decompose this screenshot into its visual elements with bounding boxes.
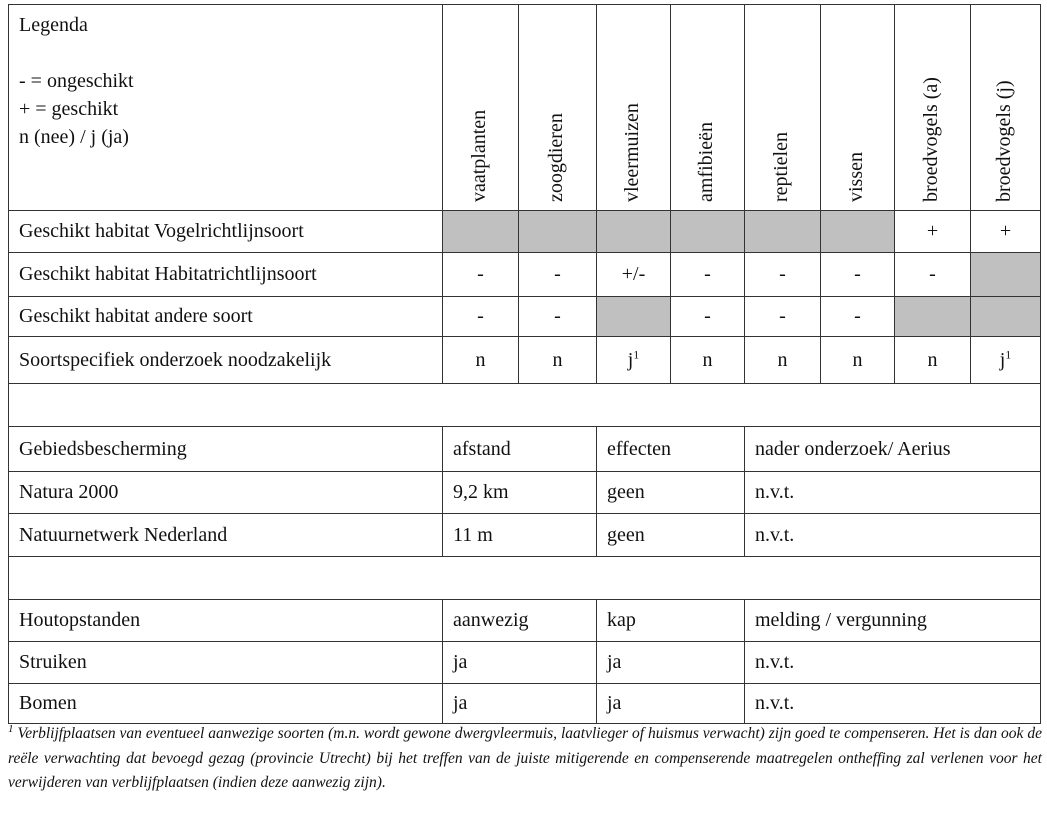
cell-text: Geschikt habitat andere soort	[19, 305, 253, 327]
legend-geschikt: + = geschikt	[19, 98, 119, 120]
cell-text: -	[704, 263, 711, 285]
value-cell	[895, 337, 971, 384]
houtopstanden-rows	[9, 600, 1041, 724]
footnote-ref: 1	[1005, 346, 1012, 361]
cell	[745, 427, 1041, 472]
shaded-cell	[745, 211, 821, 253]
value-cell	[671, 297, 745, 337]
cell-text: +/-	[621, 263, 646, 285]
cell	[597, 684, 745, 724]
shaded-cell	[519, 211, 597, 253]
cell-text: n	[702, 348, 713, 371]
cell-text: Natura 2000	[19, 481, 119, 503]
cell-text: geen	[607, 481, 645, 503]
value-cell	[821, 297, 895, 337]
cell-text: n.v.t.	[755, 481, 795, 503]
cell	[745, 600, 1041, 642]
cell-text: Geschikt habitat Habitatrichtlijnsoort	[19, 263, 317, 285]
value-cell	[519, 337, 597, 384]
value-cell	[895, 253, 971, 297]
cell-text: -	[477, 263, 484, 285]
section-row	[9, 684, 1041, 724]
row-label	[9, 684, 443, 724]
cell	[597, 472, 745, 514]
cell-text: -	[477, 305, 484, 327]
row-label	[9, 514, 443, 557]
cell	[443, 514, 597, 557]
shaded-cell	[443, 211, 519, 253]
legend-cell	[9, 5, 443, 211]
cell-text: -	[854, 305, 861, 327]
value-cell	[519, 297, 597, 337]
footnote-mark: 1	[8, 722, 14, 735]
cell-text: melding / vergunning	[755, 609, 927, 631]
shaded-cell	[895, 297, 971, 337]
shaded-cell	[821, 211, 895, 253]
value-cell	[519, 253, 597, 297]
spacer-row	[9, 384, 1041, 427]
cell-text: 9,2 km	[453, 481, 509, 503]
cell-text: -	[929, 263, 936, 285]
shaded-cell	[671, 211, 745, 253]
cell-text: +	[926, 220, 939, 242]
section-header-row	[9, 427, 1041, 472]
cell-text: n.v.t.	[755, 523, 795, 546]
cell-text: j	[627, 348, 634, 371]
cell-text: Geschikt habitat Vogelrichtlijnsoort	[19, 220, 304, 242]
section-row	[9, 514, 1041, 557]
col-header-broedvogels-a: broedvogels (a)	[895, 5, 971, 211]
cell-text: -	[554, 305, 561, 327]
habitat-row	[9, 253, 1041, 297]
cell	[745, 514, 1041, 557]
cell-text: Natuurnetwerk Nederland	[19, 523, 228, 546]
row-label	[9, 472, 443, 514]
row-label	[9, 211, 443, 253]
value-cell	[443, 253, 519, 297]
gebiedsbescherming-rows	[9, 427, 1041, 557]
cell-text: n	[777, 348, 788, 371]
cell-text: aanwezig	[453, 609, 529, 631]
footnote	[8, 722, 1042, 796]
cell-text: -	[704, 305, 711, 327]
cell	[597, 427, 745, 472]
cell	[443, 427, 597, 472]
section-row	[9, 472, 1041, 514]
cell-text: -	[779, 263, 786, 285]
cell	[597, 514, 745, 557]
shaded-cell	[597, 211, 671, 253]
cell	[443, 600, 597, 642]
cell-text: ja	[453, 692, 468, 714]
cell-text: effecten	[607, 437, 672, 460]
cell	[597, 600, 745, 642]
row-label	[9, 600, 443, 642]
cell-text: ja	[607, 692, 622, 714]
section-header-row	[9, 600, 1041, 642]
col-header-vissen: vissen	[821, 5, 895, 211]
section-row	[9, 642, 1041, 684]
col-header-vleermuizen: vleermuizen	[597, 5, 671, 211]
habitat-row	[9, 211, 1041, 253]
footnote-ref: 1	[633, 346, 640, 361]
row-label	[9, 642, 443, 684]
value-cell	[745, 253, 821, 297]
legend-title: Legenda	[19, 14, 88, 36]
cell-text: +	[999, 220, 1012, 242]
col-header-reptielen: reptielen	[745, 5, 821, 211]
cell	[745, 642, 1041, 684]
legend-nee-ja: n (nee) / j (ja)	[19, 126, 129, 148]
value-cell	[443, 337, 519, 384]
footnote-text: Verblijfplaatsen van eventueel aanwezige soorten (m.n. wordt gewone dwergvleermuis, laatvlieger of huismus verwacht) zijn goed te compenseren. Het is dan ook de reële verwachting dat bevoegd gezag (provincie Utrecht) bij het treffen van de juiste mitigerende en compenserende maatregelen ontheffing zal verlenen voor het verwijderen van verblijfplaatsen (indien deze aanwezig zijn).	[8, 725, 1042, 791]
cell-text: Struiken	[19, 651, 87, 673]
legend-header-row	[9, 5, 1041, 211]
cell-text: Houtopstanden	[19, 609, 141, 631]
shaded-cell	[971, 253, 1041, 297]
cell	[443, 642, 597, 684]
row-label	[9, 427, 443, 472]
cell-text: -	[554, 263, 561, 285]
cell-text: -	[854, 263, 861, 285]
cell-text: n	[552, 348, 563, 371]
habitat-rows	[9, 211, 1041, 384]
value-cell	[443, 297, 519, 337]
cell-text: Bomen	[19, 692, 77, 714]
legend-ongeschikt: - = ongeschikt	[19, 70, 134, 92]
shaded-cell	[597, 297, 671, 337]
cell-text: kap	[607, 609, 636, 631]
value-cell	[597, 253, 671, 297]
value-cell	[745, 337, 821, 384]
cell-text: geen	[607, 523, 645, 546]
col-header-zoogdieren: zoogdieren	[519, 5, 597, 211]
value-cell	[895, 211, 971, 253]
cell-text: nader onderzoek/ Aerius	[755, 437, 951, 460]
value-cell	[821, 253, 895, 297]
cell-text: 11 m	[453, 523, 493, 546]
col-header-amfibieen: amfibieën	[671, 5, 745, 211]
value-cell	[971, 211, 1041, 253]
cell-text: n	[475, 348, 486, 371]
cell-text: n.v.t.	[755, 651, 795, 673]
cell-text: Gebiedsbescherming	[19, 437, 187, 460]
value-cell	[745, 297, 821, 337]
cell	[745, 472, 1041, 514]
value-cell	[971, 337, 1041, 384]
cell-text: ja	[607, 651, 622, 673]
row-label	[9, 337, 443, 384]
cell-text: afstand	[453, 437, 511, 460]
col-header-broedvogels-j: broedvogels (j)	[971, 5, 1041, 211]
cell-text: Soortspecifiek onderzoek noodzakelijk	[19, 348, 332, 371]
cell-text: j	[999, 348, 1006, 371]
species-protection-table	[8, 4, 1041, 724]
cell	[597, 642, 745, 684]
value-cell	[821, 337, 895, 384]
cell	[745, 684, 1041, 724]
row-label	[9, 253, 443, 297]
cell-text: n	[927, 348, 938, 371]
shaded-cell	[971, 297, 1041, 337]
value-cell	[671, 253, 745, 297]
cell-text: -	[779, 305, 786, 327]
cell-text: n	[852, 348, 863, 371]
value-cell	[597, 337, 671, 384]
habitat-row	[9, 337, 1041, 384]
col-header-vaatplanten: vaatplanten	[443, 5, 519, 211]
cell-text: n.v.t.	[755, 692, 795, 714]
spacer-row	[9, 557, 1041, 600]
cell	[443, 472, 597, 514]
cell-text: ja	[453, 651, 468, 673]
habitat-row	[9, 297, 1041, 337]
value-cell	[671, 337, 745, 384]
cell	[443, 684, 597, 724]
row-label	[9, 297, 443, 337]
